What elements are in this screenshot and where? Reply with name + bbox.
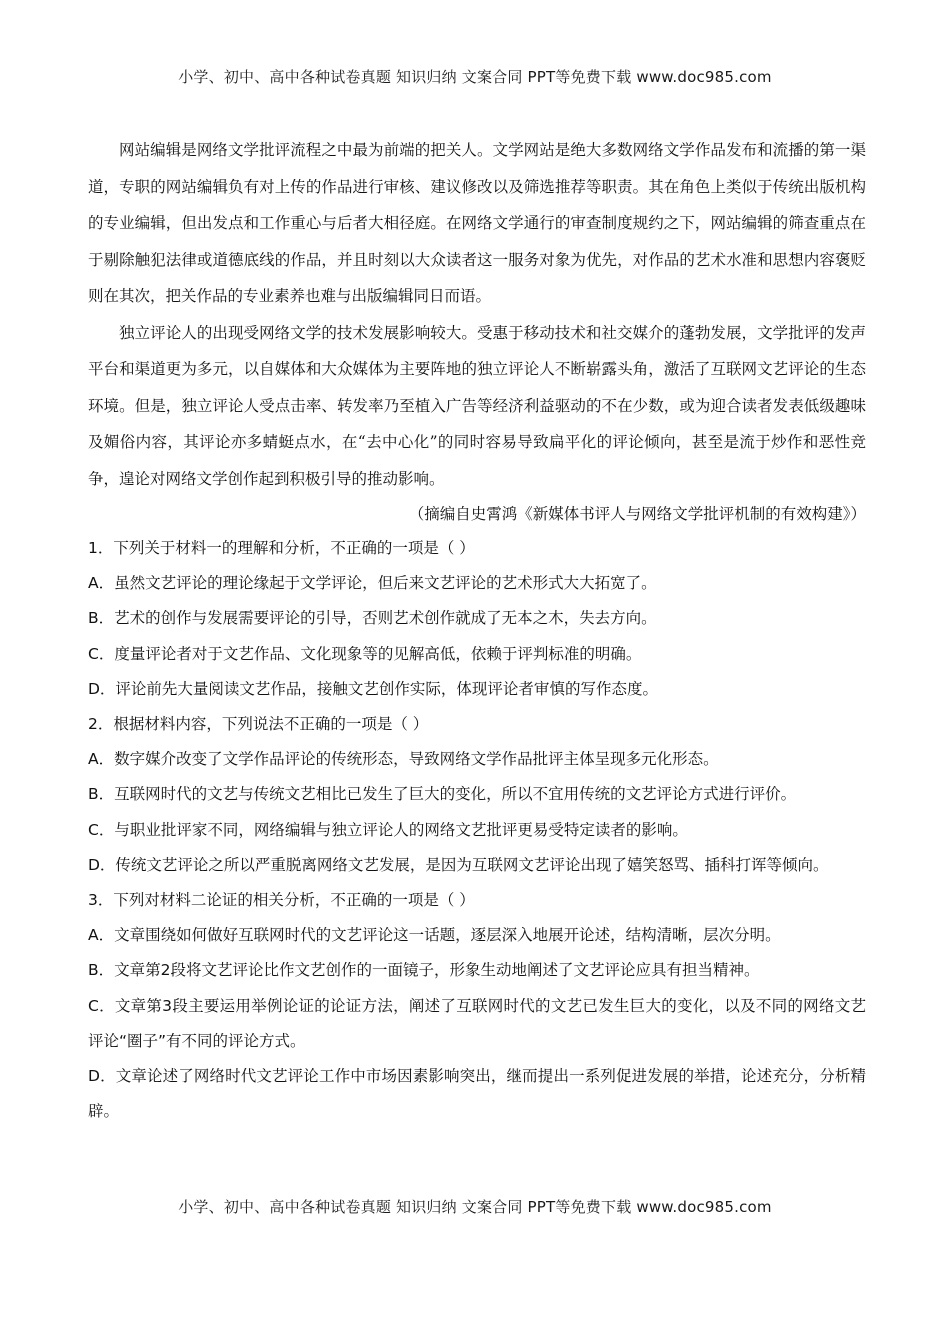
option-c: C．度量评论者对于文艺作品、文化现象等的见解高低，依赖于评判标准的明确。 (88, 644, 642, 663)
option-a: A．虽然文艺评论的理论缘起于文学评论，但后来文艺评论的艺术形式大大拓宽了。 (88, 574, 657, 593)
header-banner: 小学、初中、高中各种试卷真题 知识归纳 文案合同 PPT等免费下载 www.doc985.com (178, 68, 772, 86)
question-2 (88, 707, 866, 883)
option-d: D．传统文艺评论之所以严重脱离网络文艺发展，是因为互联网文艺评论出现了嬉笑怒骂、插科打诨等倾向。 (88, 855, 829, 874)
passage-paragraph-1: 网站编辑是网络文学批评流程之中最为前端的把关人。文学网站是绝大多数网络文学作品发布和流播的第一渠道，专职的网站编辑负有对上传的作品进行审核、建议修改以及筛选推荐等职责。其在角色上类似于传统出版机构的专业编辑，但出发点和工作重心与后者大相径庭。在网络文学通行的审查制度规约之下，网站编辑的筛查重点在于剔除触犯法律或道德底线的作品，并且时刻以大众读者这一服务对象为优先，对作品的艺术水准和思想内容褒贬则在其次，把关作品的专业素养也难与出版编辑同日而语。 (88, 141, 866, 305)
question-stem: 3．下列对材料二论证的相关分析，不正确的一项是（ ） (88, 891, 475, 910)
option-d: D．文章论述了网络时代文艺评论工作中市场因素影响突出，继而提出一系列促进发展的举措，论述充分，分析精辟。 (88, 1067, 866, 1121)
option-d: D．评论前先大量阅读文艺作品，接触文艺创作实际，体现评论者审慎的写作态度。 (88, 679, 658, 698)
option-b: B．艺术的创作与发展需要评论的引导，否则艺术创作就成了无本之木，失去方向。 (88, 609, 657, 628)
footer-banner: 小学、初中、高中各种试卷真题 知识归纳 文案合同 PPT等免费下载 www.doc985.com (178, 1198, 772, 1216)
question-stem: 1．下列关于材料一的理解和分析，不正确的一项是（ ） (88, 539, 475, 557)
option-a: A．文章围绕如何做好互联网时代的文艺评论这一话题，逐层深入地展开论述，结构清晰，层次分明。 (88, 926, 781, 945)
option-c: C．文章第3段主要运用举例论证的论证方法，阐述了互联网时代的文艺已发生巨大的变化，以及不同的网络文艺评论“圈子”有不同的评论方式。 (88, 996, 866, 1050)
passage-source: （摘编自史霄鸿《新媒体书评人与网络文学批评机制的有效构建》） (408, 505, 866, 523)
question-stem: 2．根据材料内容，下列说法不正确的一项是（ ） (88, 715, 429, 734)
question-1 (88, 531, 866, 707)
option-a: A．数字媒介改变了文学作品评论的传统形态，导致网络文学作品批评主体呈现多元化形态。 (88, 750, 719, 769)
page-content (88, 132, 866, 1129)
option-b: B．互联网时代的文艺与传统文艺相比已发生了巨大的变化，所以不宜用传统的文艺评论方式进行评价。 (88, 785, 797, 804)
option-b: B．文章第2段将文艺评论比作文艺创作的一面镜子，形象生动地阐述了文艺评论应具有担当精神。 (88, 961, 760, 980)
question-3 (88, 883, 866, 1129)
passage-paragraph-2: 独立评论人的出现受网络文学的技术发展影响较大。受惠于移动技术和社交媒介的蓬勃发展，文学批评的发声平台和渠道更为多元，以自媒体和大众媒体为主要阵地的独立评论人不断崭露头角，激活了互联网文艺评论的生态环境。但是，独立评论人受点击率、转发率乃至植入广告等经济利益驱动的不在少数，或为迎合读者发表低级趣味及媚俗内容，其评论亦多蜻蜓点水，在“去中心化”的同时容易导致扁平化的评论倾向，甚至是流于炒作和恶性竞争，遑论对网络文学创作起到积极引导的推动影响。 (88, 323, 866, 488)
option-c: C．与职业批评家不同，网络编辑与独立评论人的网络文艺批评更易受特定读者的影响。 (88, 820, 688, 839)
